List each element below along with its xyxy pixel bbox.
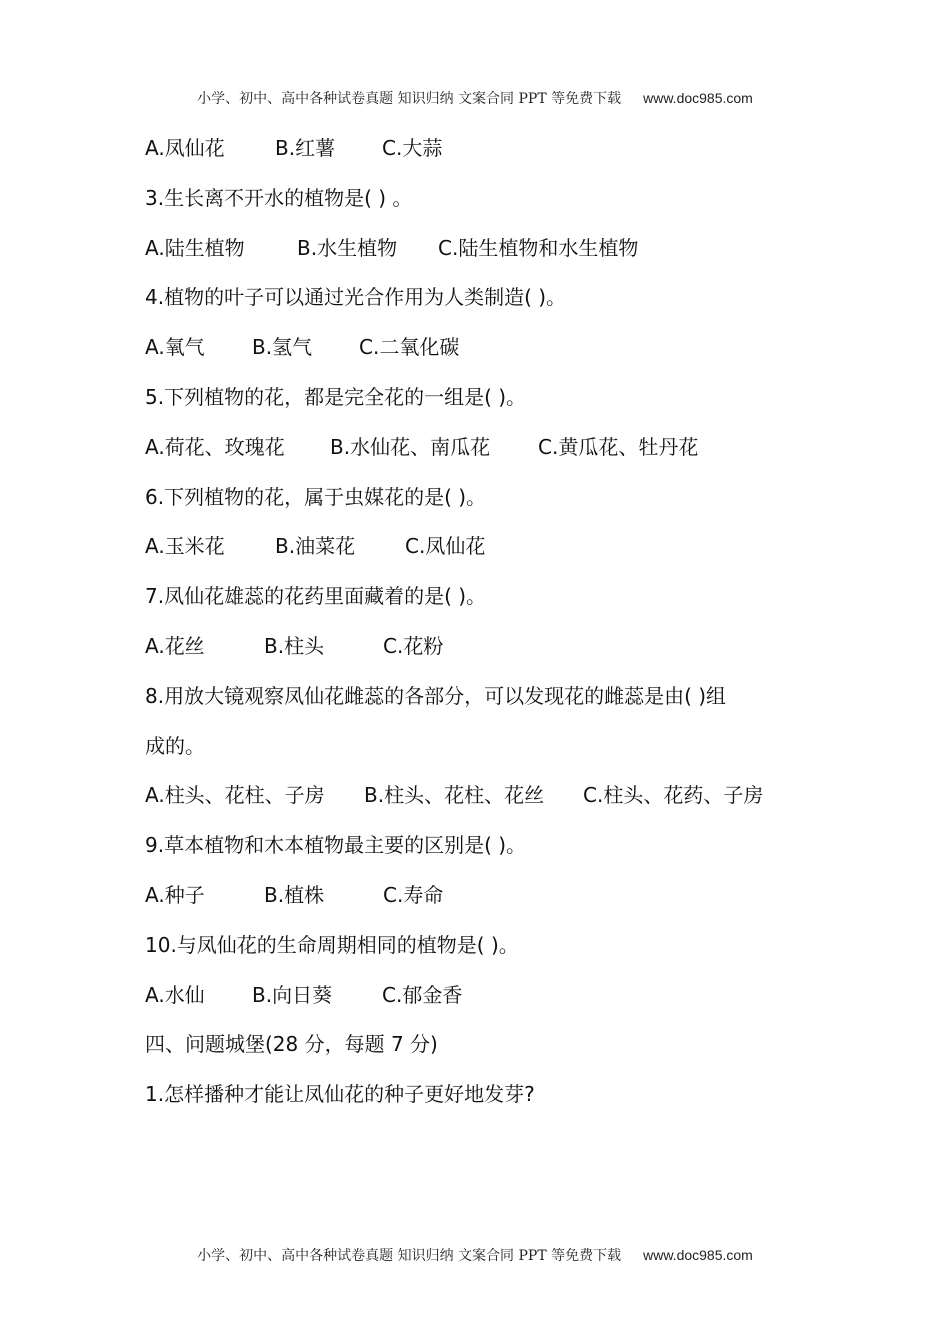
option: A.种子 [145, 882, 205, 907]
option: A.氧气 [145, 335, 205, 360]
question-line: 5.下列植物的花，都是完全花的一组是( )。 [145, 384, 527, 409]
option: A.凤仙花 [145, 136, 225, 160]
option: C.陆生植物和水生植物 [438, 235, 639, 260]
options-line [145, 328, 825, 378]
option: C.花粉 [383, 633, 444, 658]
question-line: 7.凤仙花雄蕊的花药里面藏着的是( )。 [145, 584, 487, 609]
option: C.大蒜 [382, 136, 443, 160]
option: A.荷花、玫瑰花 [145, 434, 285, 459]
footer-text: 小学、初中、高中各种试卷真题 知识归纳 文案合同 PPT 等免费下载 [197, 1248, 622, 1264]
option: B.红薯 [275, 136, 336, 160]
option: B.向日葵 [252, 982, 333, 1007]
question-line: 6.下列植物的花，属于虫媒花的是( )。 [145, 484, 487, 509]
option: A.玉米花 [145, 534, 225, 559]
options-line [145, 976, 825, 1026]
option: C.郁金香 [382, 982, 463, 1007]
page-footer [0, 1245, 950, 1265]
options-line [145, 229, 825, 279]
option: B.水仙花、南瓜花 [330, 434, 491, 459]
option: A.花丝 [145, 633, 205, 658]
option: C.黄瓜花、牡丹花 [538, 434, 699, 459]
options-line [145, 876, 825, 926]
question-line: 8.用放大镜观察凤仙花雌蕊的各部分，可以发现花的雌蕊是由( )组 [145, 683, 727, 708]
header-text: 小学、初中、高中各种试卷真题 知识归纳 文案合同 PPT 等免费下载 [197, 91, 622, 107]
option: A.柱头、花柱、子房 [145, 783, 325, 808]
question-line: 4.植物的叶子可以通过光合作用为人类制造( )。 [145, 285, 567, 310]
header-site: www.doc985.com [643, 90, 753, 106]
options-line [145, 428, 825, 478]
option: B.植株 [264, 882, 325, 907]
question-line-continued: 成的。 [145, 733, 205, 758]
page-header [0, 88, 950, 108]
options-line [145, 776, 825, 826]
option: C.凤仙花 [405, 534, 486, 559]
option: A.水仙 [145, 982, 205, 1007]
option: B.柱头、花柱、花丝 [364, 783, 545, 808]
question-line: 10.与凤仙花的生命周期相同的植物是( )。 [145, 932, 519, 957]
option: A.陆生植物 [145, 235, 245, 260]
options-line [145, 527, 825, 577]
options-line [145, 129, 825, 179]
document-body [145, 129, 825, 1125]
section-heading: 四、问题城堡(28 分，每题 7 分) [145, 1032, 438, 1057]
question-line: 1.怎样播种才能让凤仙花的种子更好地发芽? [145, 1082, 535, 1107]
question-line: 3.生长离不开水的植物是( ) 。 [145, 185, 413, 210]
option: C.二氧化碳 [359, 335, 460, 360]
footer-site: www.doc985.com [643, 1247, 753, 1263]
option: B.柱头 [264, 633, 325, 658]
option: C.寿命 [383, 882, 444, 907]
option: C.柱头、花药、子房 [583, 783, 764, 808]
option: B.水生植物 [297, 235, 398, 260]
option: B.油菜花 [275, 534, 356, 559]
options-line [145, 627, 825, 677]
question-line: 9.草本植物和木本植物最主要的区别是( )。 [145, 833, 527, 858]
option: B.氢气 [252, 335, 313, 360]
